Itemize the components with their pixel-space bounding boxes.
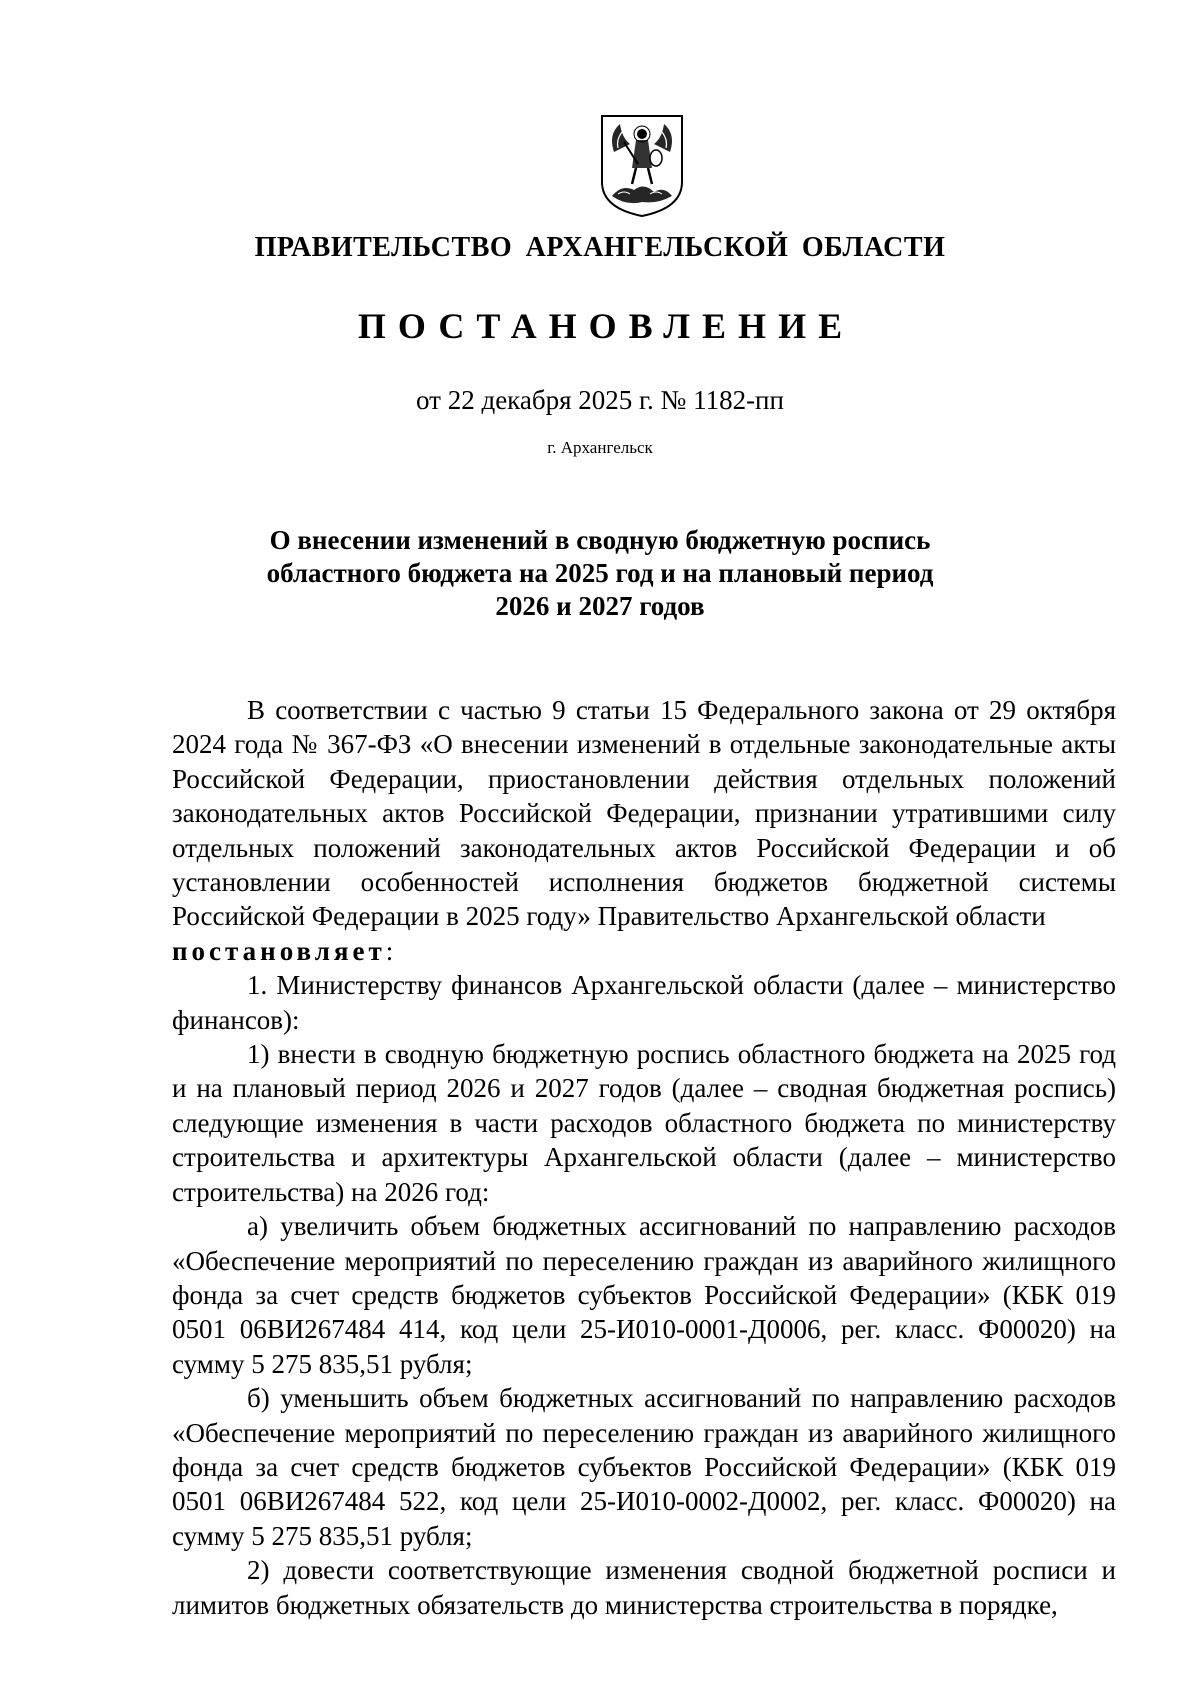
org-title: ПРАВИТЕЛЬСТВО АРХАНГЕЛЬСКОЙ ОБЛАСТИ — [254, 232, 946, 263]
doc-type-title: ПОСТАНОВЛЕНИЕ — [357, 306, 855, 346]
item-paragraph: 1) внести в сводную бюджетную роспись областного бюджета на 2025 год и на плановый период 2026 и 2027 годов (далее – сводная бюджетная роспись) следующие изменения в части расходов областного бюджета по министерству строительства и архитектуры Архангельской области (далее – министерство строительства) на 2026 год: — [172, 1039, 1116, 1207]
subject-line: О внесении изменений в сводную бюджетную роспись — [269, 525, 931, 555]
preamble-text: В соответствии с частью 9 статьи 15 Федерального закона от 29 октября 2024 года № 367-ФЗ «О внесении изменений в отдельные законодательные акты Российской Федерации, приостановлении действия отдельных положений законодательных актов Российской Федерации, признании утратившими силу отдельных положений законодательных актов Российской Федерации и об установлении особенностей исполнения бюджетов бюджетной системы Российской Федерации в 2025 году» Правительство Архангельской области — [172, 695, 1116, 932]
document-body — [172, 693, 1116, 1622]
doc-subject — [200, 524, 1000, 623]
item-paragraph: 1. Министерству финансов Архангельской области (далее – министерство финансов): — [172, 970, 1116, 1035]
doc-date-number: от 22 декабря 2025 г. № 1182-пп — [416, 385, 784, 415]
subject-line: 2026 и 2027 годов — [495, 591, 705, 621]
item-paragraph: б) уменьшить объем бюджетных ассигнований по направлению расходов «Обеспечение мероприятий по переселению граждан из аварийного жилищного фонда за счет средств бюджетов субъектов Российской Федерации» (КБК 019 0501 06ВИ267484 522, код цели 25-И010-0002-Д0002, рег. класс. Ф00020) на сумму 5 275 835,51 рубля; — [172, 1383, 1116, 1551]
item-paragraph: 2) довести соответствующие изменения сводной бюджетной росписи и лимитов бюджетных обязательств до министерства строительства в порядке, — [172, 1555, 1116, 1620]
decree-colon: : — [385, 935, 394, 966]
doc-city: г. Архангельск — [547, 438, 653, 457]
item-paragraph: а) увеличить объем бюджетных ассигнований по направлению расходов «Обеспечение мероприятий по переселению граждан из аварийного жилищного фонда за счет средств бюджетов субъектов Российской Федерации» (КБК 019 0501 06ВИ267484 414, код цели 25-И010-0001-Д0006, рег. класс. Ф00020) на сумму 5 275 835,51 рубля; — [172, 1211, 1116, 1379]
preamble-paragraph — [172, 693, 1116, 968]
subject-line: областного бюджета на 2025 год и на плановый период — [266, 558, 934, 588]
coat-of-arms-icon — [598, 112, 686, 220]
decree-word: постановляет — [172, 935, 386, 966]
